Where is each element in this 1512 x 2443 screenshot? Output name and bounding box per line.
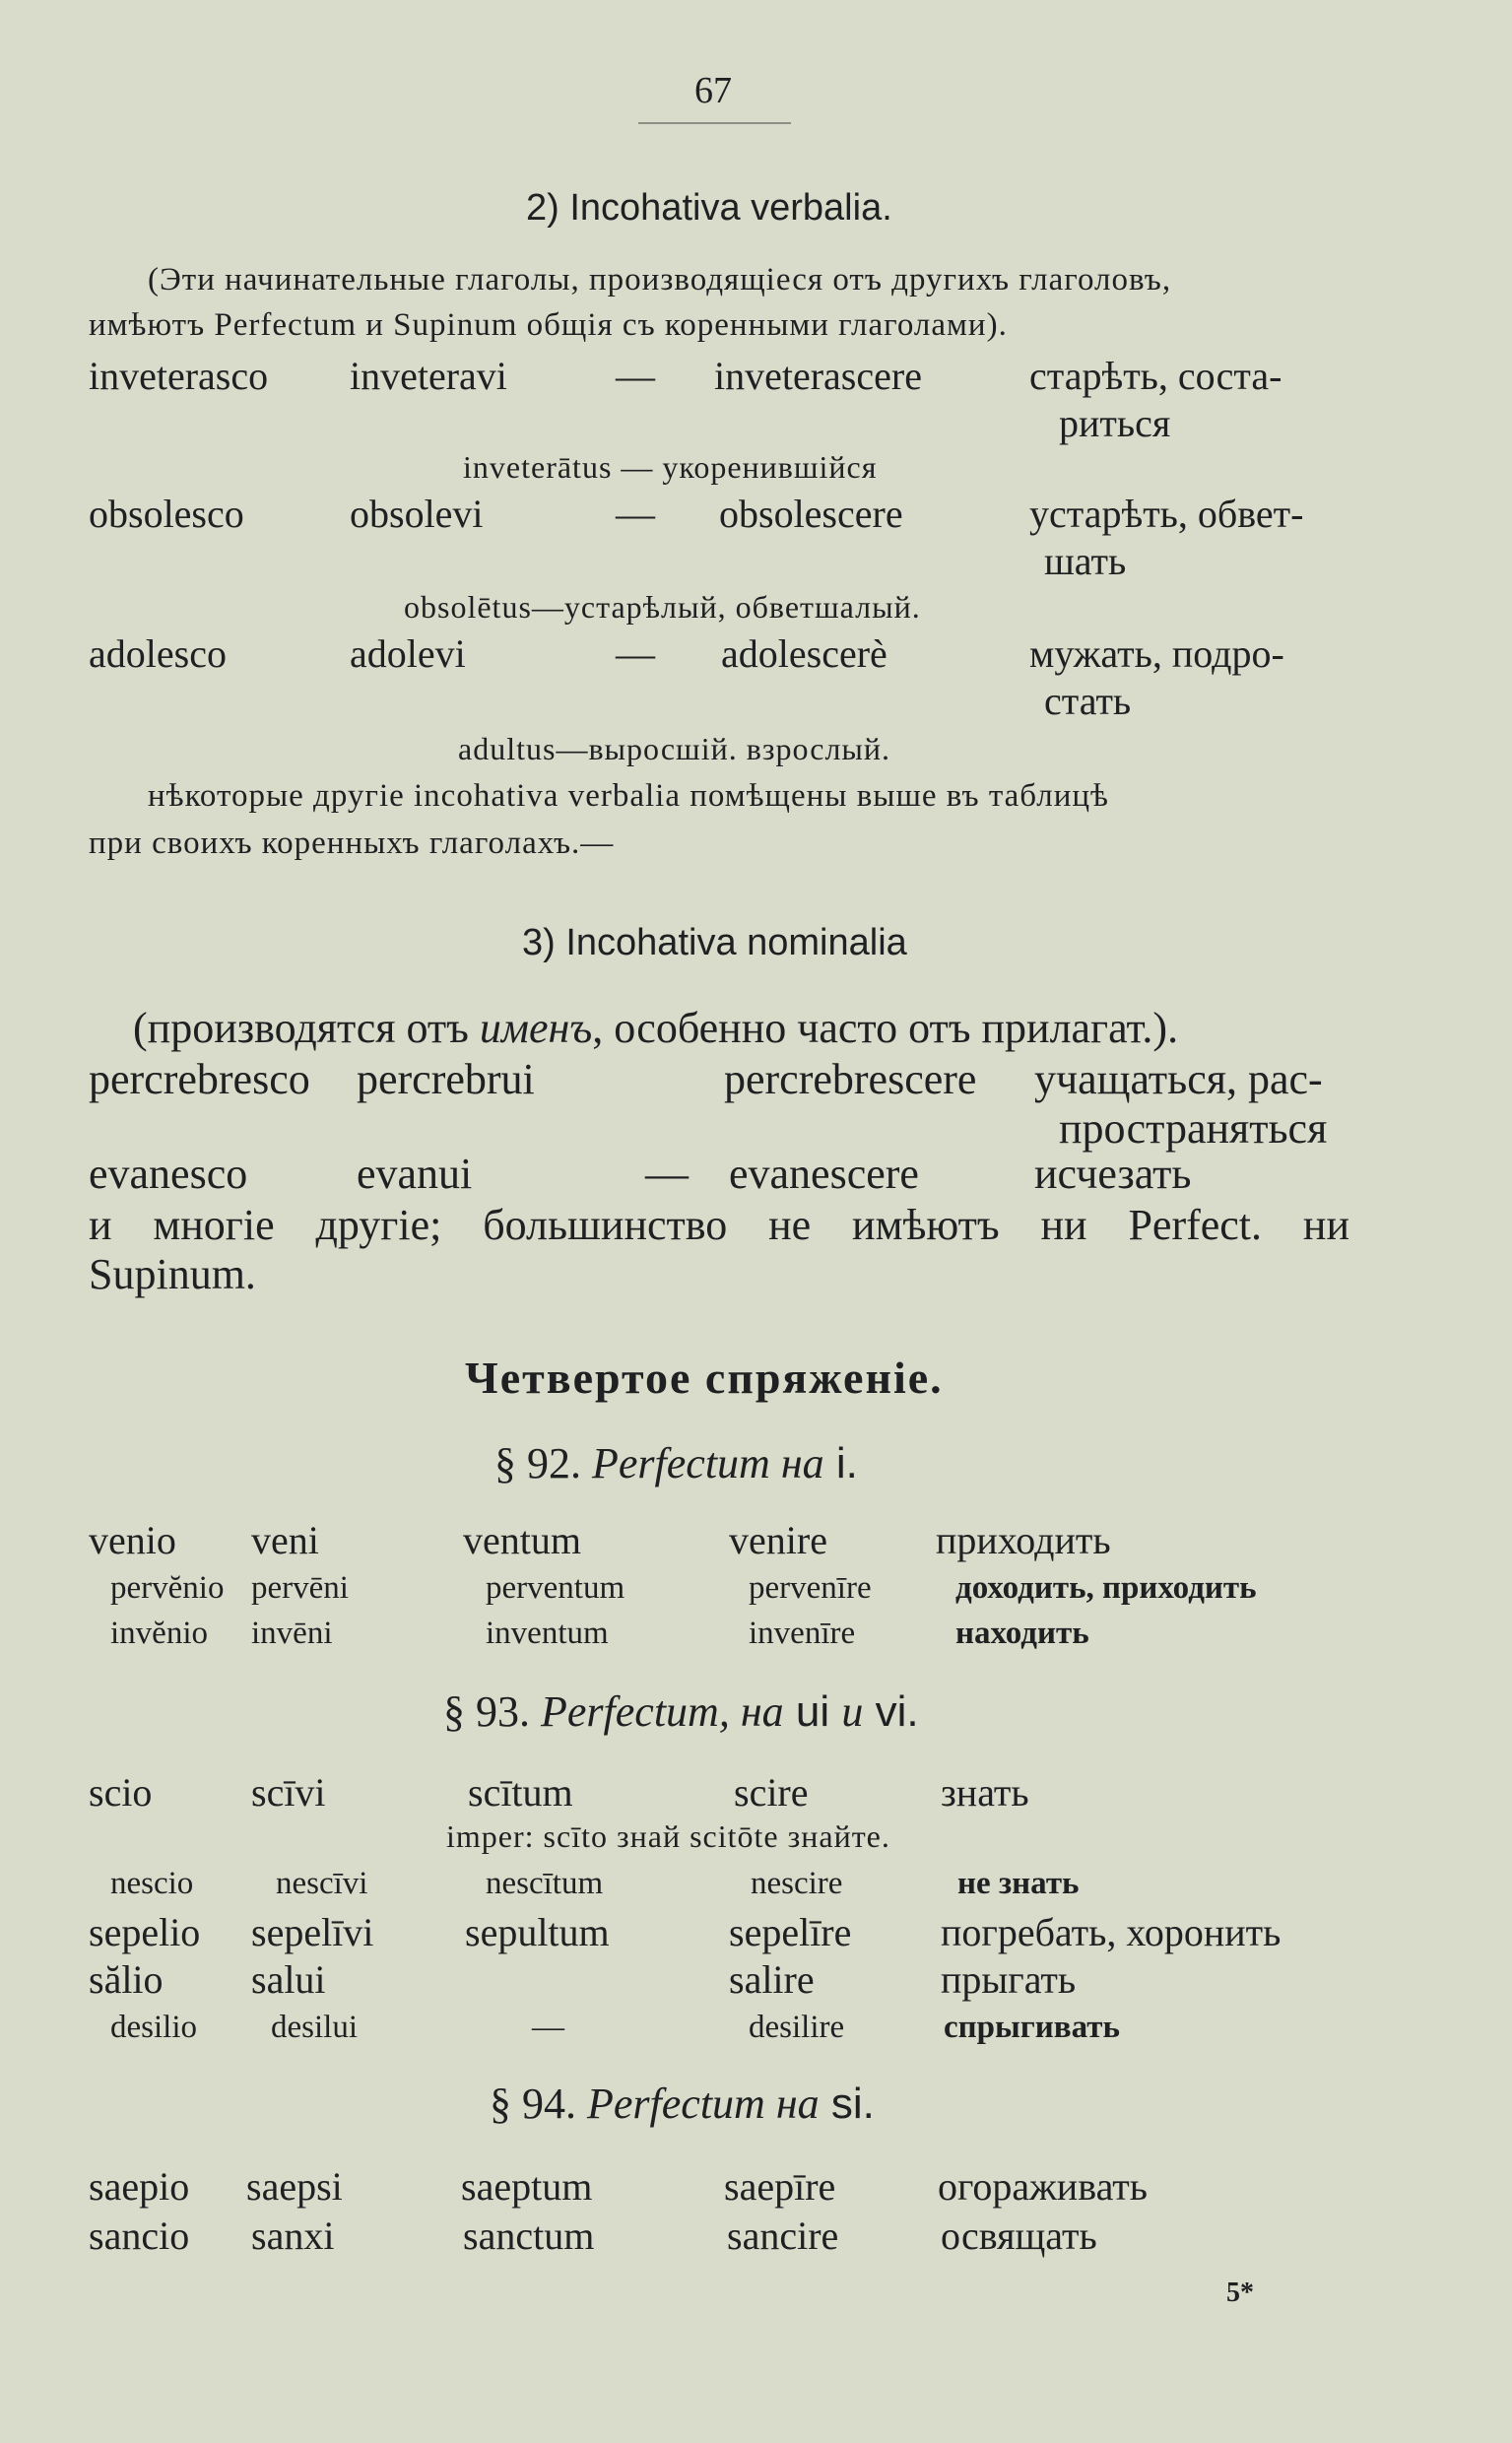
s3-row1-c2: percrebrui [357, 1055, 535, 1103]
para-94-title [490, 2079, 875, 2129]
s2-row1-derivative: inveterātus — укоренившійся [463, 449, 878, 485]
p93-row3-c2: nescīvi [276, 1866, 368, 1901]
para-92-title [494, 1438, 858, 1488]
p92-row2-c3: perventum [486, 1570, 625, 1606]
s2-row1-c2: inveteravi [350, 354, 507, 398]
p94-row2-c2: sanxi [251, 2213, 335, 2258]
p93-row5-c1: sălio [89, 1957, 164, 2002]
section-3-closing-line-1 [89, 1200, 1349, 1250]
p93-row3-c5: не знать [957, 1866, 1080, 1901]
para-93-title-c: vi. [863, 1687, 919, 1736]
p93-row1-c4: scire [734, 1770, 809, 1815]
p92-row3-c5: находить [955, 1616, 1089, 1651]
p92-row3-c4: invenīre [749, 1616, 856, 1651]
section-2-note-line-1: (Эти начинательные глаголы, производящіеся отъ другихъ глаголовъ, [148, 262, 1172, 297]
p92-row2-c2: pervēni [251, 1570, 349, 1606]
section-2-note-line-2: имѣютъ Perfectum и Supinum общія съ коренными глаголами). [89, 307, 1008, 343]
p94-row1-c5: огораживать [938, 2164, 1149, 2209]
section-3-closing-text: и многіе другіе; большинство не имѣютъ ни Perfect. ни [89, 1201, 1349, 1249]
p92-row2-c1: pervĕnio [110, 1570, 225, 1606]
para-93-title-italic: Perfectum, на [541, 1687, 784, 1736]
p93-row1-c1: scio [89, 1770, 153, 1815]
p93-row5-c2: salui [251, 1957, 326, 2002]
para-92-title-a: § 92. [494, 1439, 592, 1487]
signature-mark: 5* [1226, 2278, 1254, 2308]
para-92-title-b: i. [823, 1439, 858, 1487]
p93-row3-c3: nescītum [486, 1866, 604, 1901]
para-93-title [443, 1686, 919, 1737]
s2-row1-c4: inveterascere [714, 354, 922, 398]
p94-row2-c3: sanctum [463, 2213, 595, 2258]
p94-row1-c2: saepsi [246, 2164, 343, 2209]
p92-row1-c3: ventum [463, 1518, 581, 1562]
s2-row2-c5: устарѣть, обвет- [1029, 492, 1304, 536]
s3-row2-c4: evanescere [729, 1150, 919, 1198]
s3-row2-c3: — [645, 1150, 689, 1198]
p93-row6-c3: — [532, 2010, 564, 2045]
para-94-title-a: § 94. [490, 2080, 587, 2128]
s2-row1-c3: — [616, 354, 655, 398]
para-93-title-a: § 93. [443, 1687, 541, 1736]
section-2-closing-line-1: нѣкоторые другіе incohativa verbalia помѣщены выше въ таблицѣ [148, 778, 1109, 814]
p92-row2-c5: доходить, приходить [955, 1570, 1257, 1606]
p93-row6-c1: desilio [110, 2010, 197, 2045]
p94-row1-c4: saepīre [724, 2164, 836, 2209]
p93-row6-c2: desilui [271, 2010, 358, 2045]
p94-row2-c5: освящать [941, 2213, 1097, 2258]
s2-row2-c2: obsolevi [350, 492, 484, 536]
section-3-intro-b: , особенно часто отъ прилагат.). [592, 1004, 1179, 1052]
section-3-title-text: 3) Incohativa nominalia [522, 922, 907, 963]
para-94-title-b: si. [819, 2080, 875, 2128]
section-2-title: 2) Incohativa verbalia. [526, 187, 892, 229]
s2-row2-c3: — [616, 492, 655, 536]
s2-row3-c5: мужать, подро- [1029, 631, 1284, 676]
s2-row3-c4: adolescerè [721, 631, 887, 676]
s3-row2-c5: исчезать [1034, 1150, 1192, 1198]
page-number: 67 [694, 70, 732, 111]
p94-row1-c3: saeptum [461, 2164, 593, 2209]
p93-row5-c5: прыгать [941, 1957, 1077, 2002]
p92-row3-c3: inventum [486, 1616, 609, 1651]
s3-row1-c4: percrebrescere [724, 1055, 977, 1103]
p92-row1-c1: venio [89, 1518, 176, 1562]
s2-row1-c5: старѣть, соста- [1029, 354, 1282, 398]
s3-row2-c1: evanesco [89, 1150, 248, 1198]
s2-row3-derivative: adultus—выросшій. взрослый. [458, 731, 891, 766]
section-3-closing-line-2: Supinum. [89, 1250, 256, 1298]
s3-row1-c1: percrebresco [89, 1055, 310, 1103]
p94-row2-c4: sancire [727, 2213, 839, 2258]
para-93-title-italic-2: и [841, 1687, 864, 1736]
p93-row1-c5: знать [941, 1770, 1029, 1815]
p93-row3-c1: nescio [110, 1866, 194, 1901]
p93-imperative: imper: scīto знай scitōte знайте. [446, 1818, 890, 1854]
para-92-title-italic: Perfectum на [592, 1439, 824, 1487]
p92-row3-c1: invĕnio [110, 1616, 208, 1651]
p92-row1-c2: veni [251, 1518, 319, 1562]
p93-row1-c2: scīvi [251, 1770, 326, 1815]
p93-row6-c4: desilire [749, 2010, 845, 2045]
s2-row2-c1: obsolesco [89, 492, 244, 536]
p93-row4-c3: sepultum [465, 1910, 610, 1954]
para-94-title-italic: Perfectum на [587, 2080, 820, 2128]
s3-row2-c2: evanui [357, 1150, 473, 1198]
p93-row3-c4: nescire [751, 1866, 843, 1901]
p92-row1-c4: venire [729, 1518, 827, 1562]
s2-row1-c1: inveterasco [89, 354, 269, 398]
header-rule [638, 122, 791, 124]
section-3-intro-italic: именъ [479, 1004, 593, 1052]
p92-row2-c4: pervenīre [749, 1570, 872, 1606]
p93-row4-c5: погребать, хоронить [941, 1910, 1282, 1954]
s2-row2-c5-cont: шать [1044, 539, 1127, 583]
s2-row3-c3: — [616, 631, 655, 676]
para-93-title-b: ui [783, 1687, 842, 1736]
s2-row2-c4: obsolescere [719, 492, 903, 536]
p93-row1-c3: scītum [468, 1770, 573, 1815]
section-2-closing-line-2: при своихъ коренныхъ глаголахъ.— [89, 825, 615, 861]
p93-row5-c4: salire [729, 1957, 815, 2002]
p92-row3-c2: invēni [251, 1616, 333, 1651]
section-3-intro [133, 1003, 1178, 1053]
p94-row2-c1: sancio [89, 2213, 190, 2258]
s3-row1-c5-cont: пространяться [1059, 1104, 1328, 1153]
p94-row1-c1: saepio [89, 2164, 190, 2209]
p93-row6-c5: спрыгивать [944, 2010, 1120, 2045]
s2-row3-c2: adolevi [350, 631, 466, 676]
section-3-intro-a: (производятся отъ [133, 1004, 480, 1052]
section-3-title [522, 922, 907, 964]
conjugation-heading: Четвертое спряженіе. [465, 1353, 944, 1403]
p93-row4-c2: sepelīvi [251, 1910, 374, 1954]
p93-row4-c4: sepelīre [729, 1910, 852, 1954]
p92-row1-c5: приходить [936, 1518, 1111, 1562]
s2-row1-c5-cont: риться [1059, 401, 1171, 445]
s2-row2-derivative: obsolētus—устарѣлый, обветшалый. [404, 589, 921, 625]
s2-row3-c5-cont: стать [1044, 679, 1132, 723]
p93-row4-c1: sepelio [89, 1910, 201, 1954]
s3-row1-c5: учащаться, рас- [1034, 1055, 1323, 1103]
s2-row3-c1: adolesco [89, 631, 227, 676]
